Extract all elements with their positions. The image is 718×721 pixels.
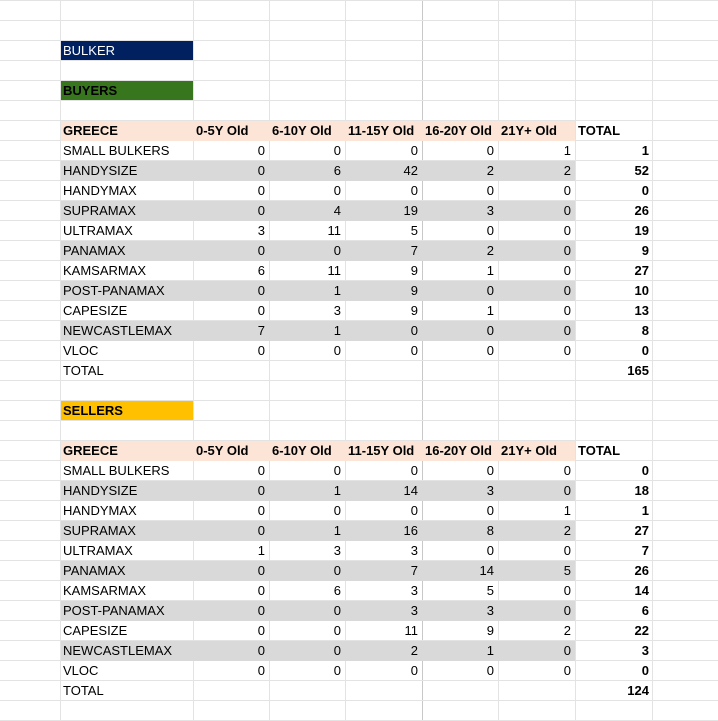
row-total-cell[interactable]: 52 bbox=[634, 163, 649, 178]
row-label[interactable]: SUPRAMAX bbox=[63, 203, 136, 218]
value-cell[interactable]: 4 bbox=[333, 203, 341, 218]
value-cell[interactable]: 3 bbox=[257, 223, 265, 238]
value-cell[interactable]: 7 bbox=[410, 243, 418, 258]
value-cell[interactable]: 0 bbox=[257, 663, 265, 678]
grand-total-cell[interactable]: 165 bbox=[627, 363, 649, 378]
value-cell[interactable]: 0 bbox=[257, 523, 265, 538]
value-cell[interactable]: 0 bbox=[333, 603, 341, 618]
row-label[interactable]: KAMSARMAX bbox=[63, 583, 147, 598]
value-cell[interactable]: 0 bbox=[257, 183, 265, 198]
value-cell[interactable]: 1 bbox=[257, 543, 265, 558]
row-total-cell[interactable]: 8 bbox=[641, 323, 649, 338]
value-cell[interactable]: 0 bbox=[486, 323, 494, 338]
value-cell[interactable]: 0 bbox=[486, 343, 494, 358]
value-cell[interactable]: 0 bbox=[257, 563, 265, 578]
sellers-label: SELLERS bbox=[63, 403, 123, 418]
value-cell[interactable]: 9 bbox=[410, 303, 418, 318]
value-cell[interactable]: 2 bbox=[563, 623, 571, 638]
row-total-cell[interactable]: 27 bbox=[634, 523, 649, 538]
row-label[interactable]: CAPESIZE bbox=[63, 623, 128, 638]
column-header[interactable]: 11-15Y Old bbox=[348, 123, 415, 138]
bulker-label: BULKER bbox=[63, 43, 116, 58]
value-cell[interactable]: 0 bbox=[410, 183, 418, 198]
column-header[interactable]: 16-20Y Old bbox=[425, 443, 492, 458]
value-cell[interactable]: 0 bbox=[563, 303, 571, 318]
grand-total-cell[interactable]: 124 bbox=[627, 683, 649, 698]
column-header[interactable]: 21Y+ Old bbox=[501, 123, 557, 138]
value-cell[interactable]: 0 bbox=[486, 223, 494, 238]
column-header[interactable]: 16-20Y Old bbox=[425, 123, 492, 138]
value-cell[interactable]: 0 bbox=[410, 503, 418, 518]
value-cell[interactable]: 14 bbox=[479, 563, 494, 578]
column-header[interactable]: 21Y+ Old bbox=[501, 443, 557, 458]
row-total-cell[interactable]: 26 bbox=[634, 203, 649, 218]
value-cell[interactable]: 0 bbox=[486, 543, 494, 558]
column-header[interactable]: 0-5Y Old bbox=[196, 123, 249, 138]
row-label[interactable]: HANDYMAX bbox=[63, 183, 137, 198]
value-cell[interactable]: 0 bbox=[563, 203, 571, 218]
row-total-cell[interactable]: 7 bbox=[641, 543, 649, 558]
value-cell[interactable]: 0 bbox=[486, 503, 494, 518]
value-cell[interactable]: 0 bbox=[486, 663, 494, 678]
value-cell[interactable]: 0 bbox=[257, 163, 265, 178]
row-label[interactable]: CAPESIZE bbox=[63, 303, 128, 318]
gridline bbox=[0, 380, 718, 381]
value-cell[interactable]: 0 bbox=[486, 463, 494, 478]
value-cell[interactable]: 0 bbox=[257, 283, 265, 298]
value-cell[interactable]: 0 bbox=[333, 463, 341, 478]
row-label[interactable]: KAMSARMAX bbox=[63, 263, 147, 278]
value-cell[interactable]: 5 bbox=[563, 563, 571, 578]
column-header[interactable]: TOTAL bbox=[578, 443, 621, 458]
row-total-cell[interactable]: 0 bbox=[641, 463, 649, 478]
gridline bbox=[0, 420, 718, 421]
sellers-title bbox=[61, 401, 193, 420]
value-cell[interactable]: 1 bbox=[486, 263, 494, 278]
row-total-cell[interactable]: 19 bbox=[634, 223, 649, 238]
value-cell[interactable]: 11 bbox=[404, 623, 418, 638]
value-cell[interactable]: 0 bbox=[563, 223, 571, 238]
row-label[interactable]: PANAMAX bbox=[63, 563, 126, 578]
value-cell[interactable]: 7 bbox=[410, 563, 418, 578]
value-cell[interactable]: 0 bbox=[563, 263, 571, 278]
value-cell[interactable]: 3 bbox=[486, 603, 494, 618]
row-label[interactable]: POST-PANAMAX bbox=[63, 603, 165, 618]
value-cell[interactable]: 0 bbox=[257, 203, 265, 218]
column-header[interactable]: GREECE bbox=[63, 443, 118, 458]
row-total-cell[interactable]: 1 bbox=[641, 503, 649, 518]
row-label[interactable]: PANAMAX bbox=[63, 243, 126, 258]
value-cell[interactable]: 0 bbox=[563, 543, 571, 558]
value-cell[interactable]: 0 bbox=[333, 243, 341, 258]
value-cell[interactable]: 2 bbox=[486, 243, 494, 258]
value-cell[interactable]: 11 bbox=[327, 263, 341, 278]
value-cell[interactable]: 0 bbox=[563, 663, 571, 678]
row-label[interactable]: NEWCASTLEMAX bbox=[63, 323, 173, 338]
value-cell[interactable]: 9 bbox=[486, 623, 494, 638]
value-cell[interactable]: 0 bbox=[563, 463, 571, 478]
gridline bbox=[0, 100, 718, 101]
value-cell[interactable]: 3 bbox=[333, 543, 341, 558]
row-label[interactable]: ULTRAMAX bbox=[63, 223, 133, 238]
column-header[interactable]: TOTAL bbox=[578, 123, 621, 138]
value-cell[interactable]: 0 bbox=[257, 343, 265, 358]
row-total-cell[interactable]: 3 bbox=[641, 643, 649, 658]
value-cell[interactable]: 0 bbox=[563, 283, 571, 298]
value-cell[interactable]: 1 bbox=[333, 283, 341, 298]
value-cell[interactable]: 0 bbox=[410, 463, 418, 478]
row-total-cell[interactable]: 9 bbox=[641, 243, 649, 258]
row-total-cell[interactable]: 26 bbox=[634, 563, 649, 578]
value-cell[interactable]: 0 bbox=[563, 323, 571, 338]
value-cell[interactable]: 19 bbox=[403, 203, 418, 218]
gridline bbox=[0, 20, 718, 21]
buyers-title bbox=[61, 81, 193, 100]
value-cell[interactable]: 0 bbox=[333, 343, 341, 358]
value-cell[interactable]: 1 bbox=[563, 143, 571, 158]
value-cell[interactable]: 0 bbox=[563, 243, 571, 258]
value-cell[interactable]: 0 bbox=[333, 663, 341, 678]
value-cell[interactable]: 0 bbox=[333, 503, 341, 518]
value-cell[interactable]: 0 bbox=[257, 503, 265, 518]
value-cell[interactable]: 16 bbox=[403, 523, 418, 538]
row-label[interactable]: VLOC bbox=[63, 663, 99, 678]
row-label[interactable]: ULTRAMAX bbox=[63, 543, 133, 558]
value-cell[interactable]: 42 bbox=[403, 163, 418, 178]
gridline bbox=[0, 0, 718, 1]
row-label[interactable]: SMALL BULKERS bbox=[63, 143, 170, 158]
value-cell[interactable]: 2 bbox=[410, 643, 418, 658]
value-cell[interactable]: 0 bbox=[410, 663, 418, 678]
column-header[interactable]: 6-10Y Old bbox=[272, 123, 332, 138]
value-cell[interactable]: 2 bbox=[563, 163, 571, 178]
row-label[interactable]: POST-PANAMAX bbox=[63, 283, 165, 298]
value-cell[interactable]: 0 bbox=[333, 643, 341, 658]
value-cell[interactable]: 0 bbox=[257, 643, 265, 658]
value-cell[interactable]: 3 bbox=[486, 483, 494, 498]
value-cell[interactable]: 0 bbox=[486, 183, 494, 198]
value-cell[interactable]: 0 bbox=[410, 343, 418, 358]
value-cell[interactable]: 3 bbox=[410, 543, 418, 558]
value-cell[interactable]: 9 bbox=[410, 283, 418, 298]
value-cell[interactable]: 0 bbox=[257, 243, 265, 258]
row-label[interactable]: HANDYSIZE bbox=[63, 483, 138, 498]
row-total-cell[interactable]: 6 bbox=[641, 603, 649, 618]
row-label[interactable]: HANDYMAX bbox=[63, 503, 137, 518]
row-total-cell[interactable]: 27 bbox=[634, 263, 649, 278]
column-header[interactable]: GREECE bbox=[63, 123, 118, 138]
value-cell[interactable]: 1 bbox=[333, 523, 341, 538]
value-cell[interactable]: 1 bbox=[563, 503, 571, 518]
value-cell[interactable]: 0 bbox=[333, 143, 341, 158]
value-cell[interactable]: 0 bbox=[563, 183, 571, 198]
value-cell[interactable]: 0 bbox=[257, 603, 265, 618]
value-cell[interactable]: 0 bbox=[257, 483, 265, 498]
value-cell[interactable]: 0 bbox=[257, 463, 265, 478]
row-label[interactable]: SMALL BULKERS bbox=[63, 463, 170, 478]
value-cell[interactable]: 0 bbox=[333, 563, 341, 578]
row-total-cell[interactable]: 22 bbox=[634, 623, 649, 638]
value-cell[interactable]: 0 bbox=[257, 303, 265, 318]
value-cell[interactable]: 0 bbox=[410, 323, 418, 338]
value-cell[interactable]: 0 bbox=[563, 483, 571, 498]
row-total-cell[interactable]: 1 bbox=[641, 143, 649, 158]
column-header[interactable]: 11-15Y Old bbox=[348, 443, 415, 458]
bulker-title bbox=[61, 41, 193, 60]
value-cell[interactable]: 6 bbox=[257, 263, 265, 278]
value-cell[interactable]: 0 bbox=[486, 143, 494, 158]
value-cell[interactable]: 0 bbox=[563, 643, 571, 658]
value-cell[interactable]: 1 bbox=[333, 323, 341, 338]
value-cell[interactable]: 0 bbox=[333, 183, 341, 198]
value-cell[interactable]: 3 bbox=[333, 303, 341, 318]
value-cell[interactable]: 1 bbox=[333, 483, 341, 498]
column-header[interactable]: 0-5Y Old bbox=[196, 443, 249, 458]
value-cell[interactable]: 1 bbox=[486, 303, 494, 318]
value-cell[interactable]: 11 bbox=[327, 223, 341, 238]
row-total-cell[interactable]: 18 bbox=[634, 483, 649, 498]
value-cell[interactable]: 0 bbox=[257, 143, 265, 158]
value-cell[interactable]: 8 bbox=[486, 523, 494, 538]
buyers-label: BUYERS bbox=[63, 83, 118, 98]
value-cell[interactable]: 0 bbox=[257, 583, 265, 598]
value-cell[interactable]: 0 bbox=[410, 143, 418, 158]
row-total-cell[interactable]: 0 bbox=[641, 343, 649, 358]
column-header[interactable]: 6-10Y Old bbox=[272, 443, 332, 458]
value-cell[interactable]: 5 bbox=[486, 583, 494, 598]
value-cell[interactable]: 2 bbox=[486, 163, 494, 178]
row-label[interactable]: NEWCASTLEMAX bbox=[63, 643, 173, 658]
row-label[interactable]: SUPRAMAX bbox=[63, 523, 136, 538]
gridline bbox=[0, 60, 718, 61]
value-cell[interactable]: 0 bbox=[563, 343, 571, 358]
row-label[interactable]: HANDYSIZE bbox=[63, 163, 138, 178]
row-total-cell[interactable]: 14 bbox=[634, 583, 649, 598]
value-cell[interactable]: 6 bbox=[333, 163, 341, 178]
value-cell[interactable]: 1 bbox=[486, 643, 494, 658]
gridline bbox=[0, 700, 718, 701]
row-label[interactable]: VLOC bbox=[63, 343, 99, 358]
value-cell[interactable]: 9 bbox=[410, 263, 418, 278]
row-total-cell[interactable]: 0 bbox=[641, 183, 649, 198]
value-cell[interactable]: 0 bbox=[257, 623, 265, 638]
value-cell[interactable]: 0 bbox=[563, 603, 571, 618]
value-cell[interactable]: 3 bbox=[486, 203, 494, 218]
value-cell[interactable]: 7 bbox=[257, 323, 265, 338]
row-total-cell[interactable]: 10 bbox=[634, 283, 649, 298]
row-total-cell[interactable]: 13 bbox=[634, 303, 649, 318]
total-label[interactable]: TOTAL bbox=[63, 363, 104, 378]
value-cell[interactable]: 0 bbox=[333, 623, 341, 638]
value-cell[interactable]: 6 bbox=[333, 583, 341, 598]
value-cell[interactable]: 3 bbox=[410, 603, 418, 618]
value-cell[interactable]: 0 bbox=[563, 583, 571, 598]
value-cell[interactable]: 5 bbox=[410, 223, 418, 238]
total-label[interactable]: TOTAL bbox=[63, 683, 104, 698]
value-cell[interactable]: 3 bbox=[410, 583, 418, 598]
row-total-cell[interactable]: 0 bbox=[641, 663, 649, 678]
value-cell[interactable]: 2 bbox=[563, 523, 571, 538]
value-cell[interactable]: 0 bbox=[486, 283, 494, 298]
value-cell[interactable]: 14 bbox=[403, 483, 418, 498]
